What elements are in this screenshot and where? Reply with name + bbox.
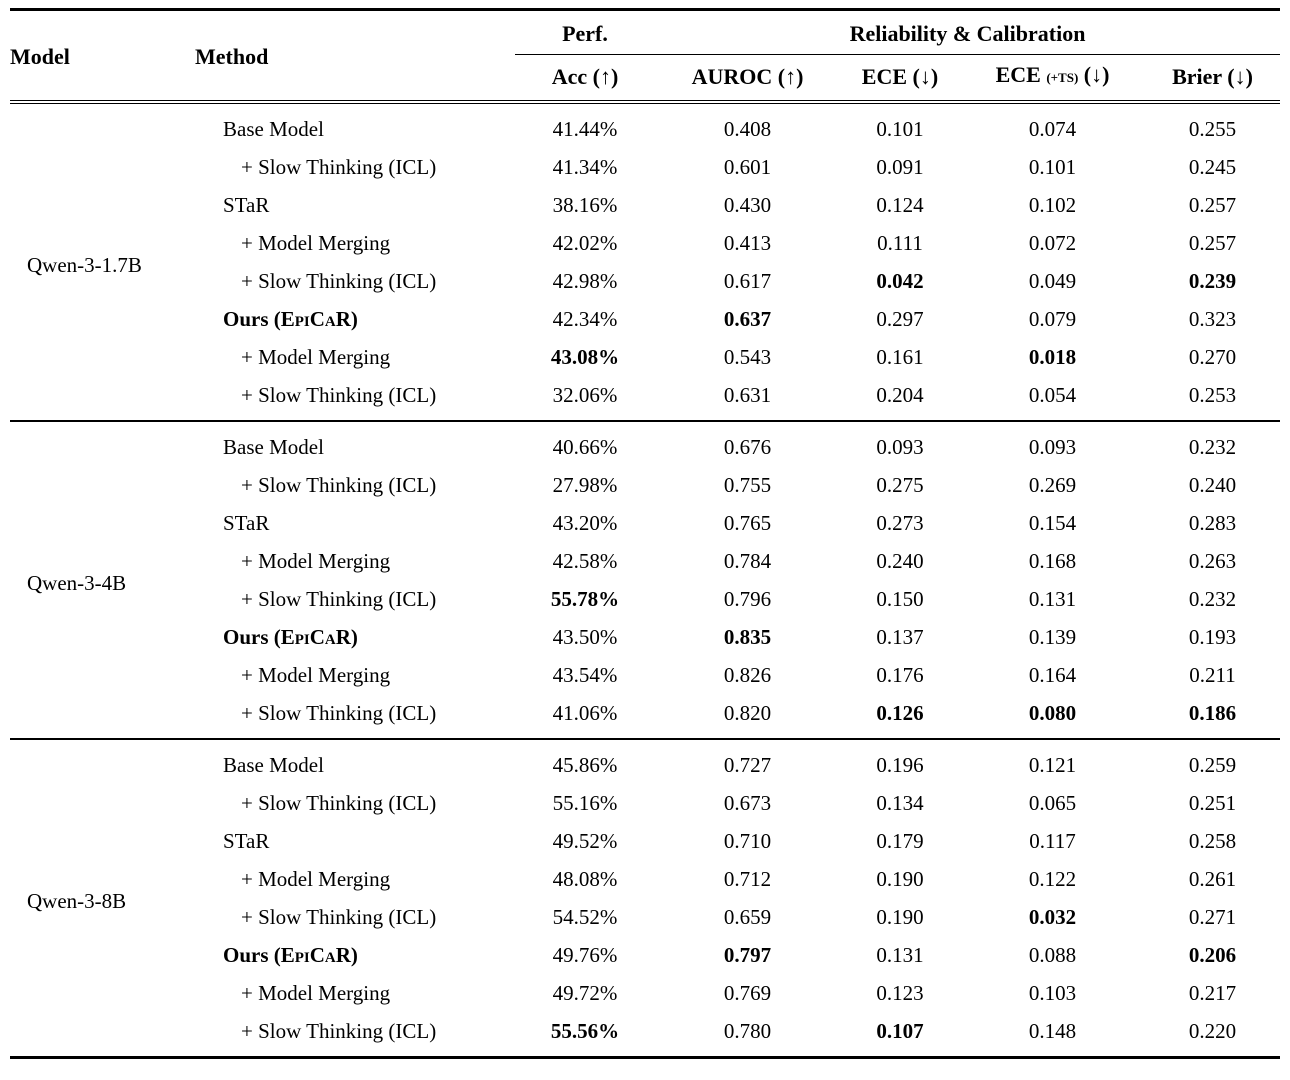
method-cell: + Model Merging — [241, 867, 391, 891]
method-cell: + Slow Thinking (ICL) — [241, 791, 437, 815]
ece-ts-label: ECE — [995, 62, 1041, 87]
value-cell: 0.088 — [1028, 943, 1077, 967]
value-cell: 0.080 — [1028, 701, 1077, 725]
value-cell: 0.049 — [1028, 269, 1077, 293]
value-cell: 0.637 — [723, 307, 772, 331]
value-cell: 0.430 — [723, 193, 772, 217]
value-cell: 0.261 — [1188, 867, 1237, 891]
value-cell: 0.193 — [1188, 625, 1237, 649]
value-cell: 0.765 — [723, 511, 772, 535]
column-header-perf: Perf. — [515, 10, 655, 55]
table-row — [10, 739, 1280, 784]
value-cell: 38.16% — [552, 193, 618, 217]
value-cell: 0.273 — [876, 511, 924, 535]
value-cell: 0.408 — [723, 117, 772, 141]
table-row — [10, 860, 1280, 898]
results-table — [10, 8, 1280, 1059]
method-cell: Base Model — [223, 117, 324, 141]
value-cell: 0.124 — [876, 193, 924, 217]
model-name: Qwen-3-8B — [10, 739, 195, 1058]
method-cell: + Model Merging — [241, 549, 391, 573]
method-cell: Base Model — [195, 739, 515, 784]
value-cell: 0.217 — [1188, 981, 1237, 1005]
value-cell: 0.797 — [723, 943, 772, 967]
table-row — [10, 580, 1280, 618]
value-cell: 0.263 — [1188, 549, 1237, 573]
value-cell: 42.02% — [552, 231, 618, 255]
method-cell: Base Model — [195, 421, 515, 466]
method-cell: + Slow Thinking (ICL) — [241, 155, 437, 179]
value-cell: 0.712 — [723, 867, 772, 891]
value-cell: 0.271 — [1188, 905, 1237, 929]
value-cell: 41.44% — [552, 117, 618, 141]
value-cell: 0.168 — [1028, 549, 1077, 573]
value-cell: 0.164 — [1028, 663, 1077, 687]
value-cell: 0.323 — [1188, 307, 1237, 331]
value-cell: 0.103 — [1028, 981, 1077, 1005]
value-cell: 49.76% — [552, 943, 618, 967]
value-cell: 0.134 — [876, 791, 924, 815]
value-cell: 0.755 — [723, 473, 772, 497]
method-cell: + Slow Thinking (ICL) — [241, 383, 437, 407]
value-cell: 0.123 — [876, 981, 924, 1005]
value-cell: 0.543 — [723, 345, 772, 369]
value-cell: 0.101 — [876, 117, 924, 141]
table-row — [10, 224, 1280, 262]
table-header — [10, 10, 1280, 103]
table-row — [10, 466, 1280, 504]
column-header-reliability: Reliability & Calibration — [655, 10, 1280, 55]
value-cell: 0.710 — [723, 829, 772, 853]
value-cell: 0.211 — [1189, 663, 1236, 687]
value-cell: 0.245 — [1188, 155, 1237, 179]
method-cell: + Model Merging — [241, 981, 391, 1005]
value-cell: 0.196 — [840, 739, 960, 784]
value-cell: 42.34% — [552, 307, 618, 331]
value-cell: 0.072 — [1028, 231, 1077, 255]
value-cell: 0.042 — [876, 269, 924, 293]
table-body — [10, 102, 1280, 1058]
method-cell: + Slow Thinking (ICL) — [241, 269, 437, 293]
value-cell: 0.780 — [723, 1019, 772, 1043]
value-cell: 0.659 — [723, 905, 772, 929]
value-cell: 49.72% — [552, 981, 618, 1005]
value-cell: 0.257 — [1188, 231, 1237, 255]
table-row — [10, 421, 1280, 466]
method-cell: + Model Merging — [241, 231, 391, 255]
value-cell: 32.06% — [552, 383, 618, 407]
column-header-method: Method — [195, 44, 269, 69]
method-cell: + Slow Thinking (ICL) — [241, 905, 437, 929]
table-row — [10, 618, 1280, 656]
value-cell: 0.240 — [1188, 473, 1237, 497]
value-cell: 0.093 — [840, 421, 960, 466]
value-cell: 0.257 — [1188, 193, 1237, 217]
value-cell: 0.032 — [1028, 905, 1077, 929]
table-row — [10, 898, 1280, 936]
value-cell: 0.126 — [876, 701, 924, 725]
value-cell: 0.117 — [1029, 829, 1076, 853]
table-row — [10, 102, 1280, 148]
value-cell: 0.232 — [1188, 587, 1237, 611]
value-cell: 0.131 — [876, 943, 924, 967]
value-cell: 40.66% — [515, 421, 655, 466]
value-cell: 43.54% — [552, 663, 618, 687]
method-cell: + Model Merging — [241, 663, 391, 687]
method-cell: + Slow Thinking (ICL) — [241, 1019, 437, 1043]
value-cell: 0.220 — [1188, 1019, 1237, 1043]
value-cell: 0.617 — [723, 269, 772, 293]
value-cell: 0.091 — [876, 155, 924, 179]
value-cell: 0.148 — [1028, 1019, 1077, 1043]
table-row — [10, 504, 1280, 542]
value-cell: 0.176 — [876, 663, 924, 687]
value-cell: 0.206 — [1188, 943, 1237, 967]
value-cell: 0.253 — [1188, 383, 1237, 407]
value-cell: 0.079 — [1028, 307, 1077, 331]
table-row — [10, 694, 1280, 739]
value-cell: 0.161 — [876, 345, 924, 369]
value-cell: 0.186 — [1188, 701, 1237, 725]
table-row — [10, 822, 1280, 860]
value-cell: 0.835 — [723, 625, 772, 649]
value-cell: 0.631 — [723, 383, 772, 407]
model-name: Qwen-3-4B — [10, 421, 195, 739]
method-cell: STaR — [223, 193, 270, 217]
value-cell: 0.258 — [1188, 829, 1237, 853]
value-cell: 0.137 — [876, 625, 924, 649]
table-row — [10, 656, 1280, 694]
value-cell: 0.727 — [655, 739, 840, 784]
value-cell: 0.074 — [1028, 117, 1077, 141]
table-row — [10, 1012, 1280, 1058]
table-row — [10, 542, 1280, 580]
value-cell: 0.122 — [1028, 867, 1077, 891]
method-smallcaps-name: EpiCaR — [280, 943, 351, 967]
table-row — [10, 262, 1280, 300]
method-cell: + Slow Thinking (ICL) — [241, 587, 437, 611]
method-smallcaps-name: EpiCaR — [280, 625, 351, 649]
value-cell: 0.107 — [876, 1019, 924, 1043]
value-cell: 0.018 — [1028, 345, 1077, 369]
method-cell: Ours (EpiCaR) — [223, 307, 358, 331]
column-header-ece: ECE (↓) — [861, 63, 939, 89]
column-header-ece-ts — [960, 55, 1145, 103]
value-cell: 0.784 — [723, 549, 772, 573]
value-cell: 0.251 — [1188, 791, 1237, 815]
value-cell: 0.796 — [723, 587, 772, 611]
value-cell: 54.52% — [552, 905, 618, 929]
column-header-model: Model — [10, 44, 70, 69]
table-row — [10, 936, 1280, 974]
value-cell: 0.232 — [1145, 421, 1280, 466]
value-cell: 0.820 — [723, 701, 772, 725]
value-cell: 0.190 — [876, 905, 924, 929]
value-cell: 0.065 — [1028, 791, 1077, 815]
value-cell: 55.16% — [552, 791, 618, 815]
value-cell: 43.20% — [552, 511, 618, 535]
column-header-brier: Brier (↓) — [1172, 63, 1253, 89]
value-cell: 45.86% — [515, 739, 655, 784]
value-cell: 49.52% — [552, 829, 618, 853]
table-row — [10, 974, 1280, 1012]
table-row — [10, 784, 1280, 822]
value-cell: 55.56% — [550, 1019, 620, 1043]
table-row — [10, 300, 1280, 338]
value-cell: 0.275 — [876, 473, 924, 497]
value-cell: 0.297 — [876, 307, 924, 331]
value-cell: 0.101 — [1028, 155, 1077, 179]
value-cell: 0.154 — [1028, 511, 1077, 535]
value-cell: 0.179 — [876, 829, 924, 853]
method-cell: Ours (EpiCaR) — [223, 943, 358, 967]
value-cell: 0.259 — [1145, 739, 1280, 784]
column-header-acc: Acc (↑) — [551, 63, 619, 89]
value-cell: 55.78% — [550, 587, 620, 611]
value-cell: 0.054 — [1028, 383, 1077, 407]
column-header-auroc: AUROC (↑) — [691, 63, 804, 89]
value-cell: 0.826 — [723, 663, 772, 687]
value-cell: 0.190 — [876, 867, 924, 891]
method-cell: Ours (EpiCaR) — [223, 625, 358, 649]
value-cell: 0.102 — [1028, 193, 1077, 217]
value-cell: 0.283 — [1188, 511, 1237, 535]
value-cell: 0.769 — [723, 981, 772, 1005]
method-cell: + Slow Thinking (ICL) — [241, 473, 437, 497]
ece-ts-arrow: (↓) — [1083, 62, 1110, 87]
value-cell: 41.06% — [552, 701, 618, 725]
method-smallcaps-name: EpiCaR — [280, 307, 351, 331]
value-cell: 48.08% — [552, 867, 618, 891]
table-row — [10, 338, 1280, 376]
value-cell: 0.239 — [1188, 269, 1237, 293]
value-cell: 0.270 — [1188, 345, 1237, 369]
ece-ts-subscript: (+TS) — [1046, 70, 1079, 85]
value-cell: 0.204 — [876, 383, 924, 407]
value-cell: 0.601 — [723, 155, 772, 179]
value-cell: 0.111 — [877, 231, 923, 255]
value-cell: 0.413 — [723, 231, 772, 255]
value-cell: 0.131 — [1028, 587, 1077, 611]
table-row — [10, 376, 1280, 421]
value-cell: 41.34% — [552, 155, 618, 179]
value-cell: 0.121 — [960, 739, 1145, 784]
value-cell: 27.98% — [552, 473, 618, 497]
value-cell: 0.255 — [1188, 117, 1237, 141]
model-name: Qwen-3-1.7B — [27, 253, 142, 277]
value-cell: 0.093 — [960, 421, 1145, 466]
value-cell: 0.269 — [1028, 473, 1077, 497]
table-row — [10, 186, 1280, 224]
value-cell: 0.673 — [723, 791, 772, 815]
method-cell: + Model Merging — [241, 345, 391, 369]
value-cell: 0.676 — [655, 421, 840, 466]
value-cell: 43.50% — [552, 625, 618, 649]
value-cell: 0.150 — [876, 587, 924, 611]
value-cell: 42.58% — [552, 549, 618, 573]
method-cell: STaR — [223, 511, 270, 535]
value-cell: 0.240 — [876, 549, 924, 573]
table-row — [10, 148, 1280, 186]
value-cell: 42.98% — [552, 269, 618, 293]
value-cell: 43.08% — [550, 345, 620, 369]
method-cell: + Slow Thinking (ICL) — [241, 701, 437, 725]
method-cell: STaR — [223, 829, 270, 853]
value-cell: 0.139 — [1028, 625, 1077, 649]
